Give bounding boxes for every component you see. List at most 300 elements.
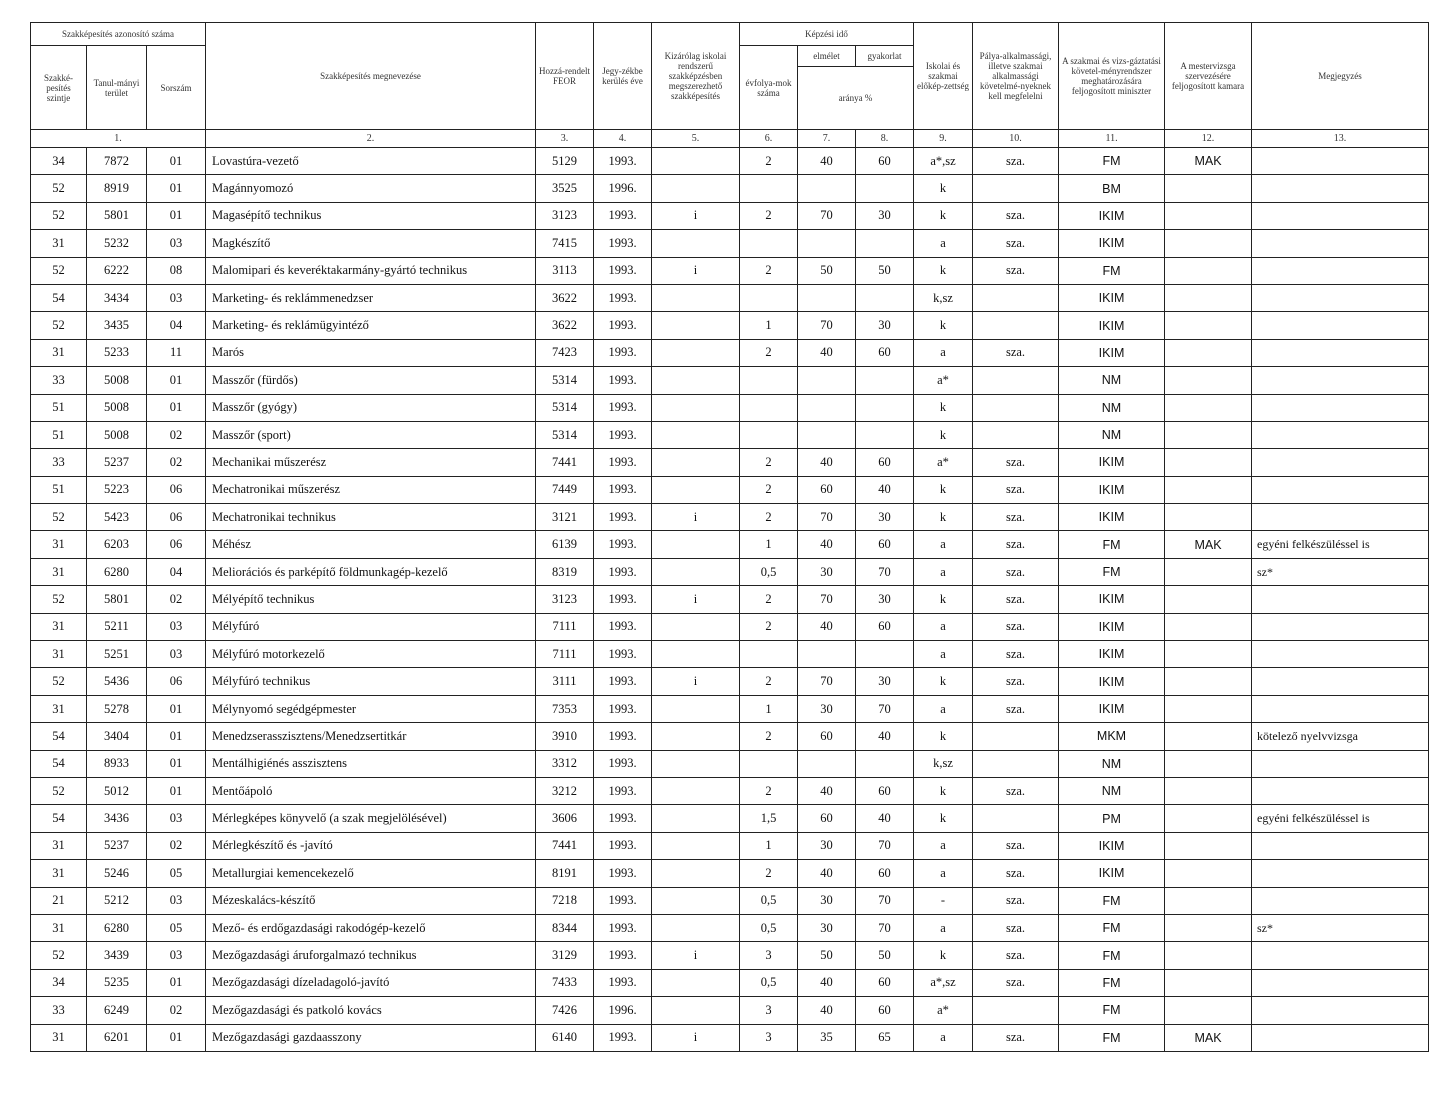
cell-feor: 3129 xyxy=(536,942,594,969)
cell-registry-year: 1993. xyxy=(594,148,652,175)
cell-prerequisite: k xyxy=(914,723,973,750)
cell-registry-year: 1993. xyxy=(594,805,652,832)
cell-study-area: 5008 xyxy=(87,394,147,421)
cell-practice-pct: 30 xyxy=(856,312,914,339)
cell-theory-pct: 50 xyxy=(798,257,856,284)
header-name: Szakképesítés megnevezése xyxy=(206,23,536,130)
cell-prerequisite: k xyxy=(914,476,973,503)
cell-serial: 02 xyxy=(147,449,206,476)
cell-minister: IKIM xyxy=(1059,449,1165,476)
cell-practice-pct xyxy=(856,421,914,448)
cell-minister: NM xyxy=(1059,777,1165,804)
cell-registry-year: 1993. xyxy=(594,367,652,394)
cell-school-only xyxy=(652,339,740,366)
cell-registry-year: 1993. xyxy=(594,668,652,695)
cell-notes xyxy=(1252,695,1429,722)
cell-notes: sz* xyxy=(1252,914,1429,941)
table-row xyxy=(31,887,1429,914)
cell-theory-pct: 70 xyxy=(798,668,856,695)
table-row xyxy=(31,230,1429,257)
cell-theory-pct: 60 xyxy=(798,723,856,750)
cell-study-area: 5233 xyxy=(87,339,147,366)
cell-practice-pct xyxy=(856,641,914,668)
cell-prerequisite: k,sz xyxy=(914,284,973,311)
cell-theory-pct: 40 xyxy=(798,148,856,175)
column-number: 7. xyxy=(798,130,856,148)
cell-minister: FM xyxy=(1059,942,1165,969)
cell-minister: IKIM xyxy=(1059,476,1165,503)
cell-serial: 03 xyxy=(147,942,206,969)
cell-school-only xyxy=(652,777,740,804)
cell-practice-pct: 60 xyxy=(856,339,914,366)
header-level: Szakké-pesítés szintje xyxy=(31,46,87,130)
cell-aptitude xyxy=(973,312,1059,339)
cell-theory-pct xyxy=(798,394,856,421)
cell-notes xyxy=(1252,942,1429,969)
cell-registry-year: 1996. xyxy=(594,175,652,202)
cell-chamber xyxy=(1165,257,1252,284)
cell-feor: 7449 xyxy=(536,476,594,503)
cell-practice-pct: 60 xyxy=(856,449,914,476)
cell-chamber xyxy=(1165,860,1252,887)
cell-study-area: 5232 xyxy=(87,230,147,257)
cell-prerequisite: k xyxy=(914,942,973,969)
cell-registry-year: 1993. xyxy=(594,969,652,996)
cell-practice-pct: 70 xyxy=(856,887,914,914)
cell-practice-pct: 40 xyxy=(856,805,914,832)
cell-years: 1 xyxy=(740,312,798,339)
cell-serial: 01 xyxy=(147,695,206,722)
cell-practice-pct xyxy=(856,284,914,311)
cell-study-area: 5436 xyxy=(87,668,147,695)
cell-notes xyxy=(1252,230,1429,257)
cell-level: 31 xyxy=(31,339,87,366)
cell-school-only xyxy=(652,476,740,503)
cell-serial: 01 xyxy=(147,367,206,394)
cell-registry-year: 1993. xyxy=(594,449,652,476)
table-row xyxy=(31,531,1429,558)
cell-prerequisite: k xyxy=(914,312,973,339)
cell-theory-pct: 40 xyxy=(798,969,856,996)
cell-prerequisite: k xyxy=(914,504,973,531)
cell-practice-pct xyxy=(856,750,914,777)
cell-school-only xyxy=(652,449,740,476)
cell-school-only xyxy=(652,421,740,448)
cell-prerequisite: a*,sz xyxy=(914,148,973,175)
cell-registry-year: 1993. xyxy=(594,531,652,558)
cell-feor: 7433 xyxy=(536,969,594,996)
cell-prerequisite: a xyxy=(914,860,973,887)
cell-feor: 7111 xyxy=(536,613,594,640)
cell-notes xyxy=(1252,668,1429,695)
cell-name: Masszőr (sport) xyxy=(206,421,536,448)
cell-aptitude xyxy=(973,723,1059,750)
table-row xyxy=(31,832,1429,859)
cell-school-only xyxy=(652,312,740,339)
cell-feor: 7415 xyxy=(536,230,594,257)
cell-level: 31 xyxy=(31,832,87,859)
cell-theory-pct: 40 xyxy=(798,339,856,366)
cell-level: 54 xyxy=(31,805,87,832)
cell-study-area: 8933 xyxy=(87,750,147,777)
cell-name: Mélyfúró motorkezelő xyxy=(206,641,536,668)
cell-years: 1 xyxy=(740,695,798,722)
cell-school-only xyxy=(652,695,740,722)
cell-serial: 01 xyxy=(147,1024,206,1051)
cell-registry-year: 1993. xyxy=(594,695,652,722)
cell-years xyxy=(740,284,798,311)
cell-minister: IKIM xyxy=(1059,339,1165,366)
cell-chamber xyxy=(1165,613,1252,640)
table-row xyxy=(31,202,1429,229)
header-registry-year: Jegy-zékbe kerülés éve xyxy=(594,23,652,130)
cell-serial: 04 xyxy=(147,558,206,585)
cell-chamber xyxy=(1165,777,1252,804)
cell-minister: IKIM xyxy=(1059,312,1165,339)
cell-practice-pct: 30 xyxy=(856,202,914,229)
cell-name: Meliorációs és parképítő földmunkagép-kezelő xyxy=(206,558,536,585)
cell-registry-year: 1993. xyxy=(594,394,652,421)
cell-theory-pct: 40 xyxy=(798,449,856,476)
cell-registry-year: 1993. xyxy=(594,230,652,257)
cell-registry-year: 1996. xyxy=(594,997,652,1024)
cell-school-only xyxy=(652,284,740,311)
cell-feor: 5314 xyxy=(536,421,594,448)
cell-chamber xyxy=(1165,832,1252,859)
cell-theory-pct xyxy=(798,750,856,777)
header-identifier-group: Szakképesítés azonosító száma xyxy=(31,23,206,46)
cell-registry-year: 1993. xyxy=(594,777,652,804)
cell-notes: sz* xyxy=(1252,558,1429,585)
cell-registry-year: 1993. xyxy=(594,476,652,503)
cell-notes xyxy=(1252,1024,1429,1051)
cell-theory-pct: 40 xyxy=(798,531,856,558)
cell-feor: 8319 xyxy=(536,558,594,585)
cell-notes xyxy=(1252,312,1429,339)
cell-aptitude: sza. xyxy=(973,969,1059,996)
cell-school-only xyxy=(652,750,740,777)
cell-school-only xyxy=(652,641,740,668)
cell-study-area: 5801 xyxy=(87,586,147,613)
cell-practice-pct: 40 xyxy=(856,723,914,750)
cell-level: 52 xyxy=(31,175,87,202)
cell-aptitude: sza. xyxy=(973,202,1059,229)
cell-practice-pct: 60 xyxy=(856,777,914,804)
cell-practice-pct: 65 xyxy=(856,1024,914,1051)
cell-years: 0,5 xyxy=(740,969,798,996)
cell-theory-pct xyxy=(798,175,856,202)
cell-study-area: 6222 xyxy=(87,257,147,284)
table-row xyxy=(31,695,1429,722)
cell-chamber xyxy=(1165,504,1252,531)
cell-practice-pct: 30 xyxy=(856,504,914,531)
cell-notes xyxy=(1252,613,1429,640)
cell-theory-pct xyxy=(798,641,856,668)
cell-name: Mező- és erdőgazdasági rakodógép-kezelő xyxy=(206,914,536,941)
cell-level: 21 xyxy=(31,887,87,914)
cell-prerequisite: k xyxy=(914,805,973,832)
cell-study-area: 6280 xyxy=(87,914,147,941)
cell-serial: 02 xyxy=(147,997,206,1024)
cell-minister: IKIM xyxy=(1059,202,1165,229)
cell-prerequisite: a*,sz xyxy=(914,969,973,996)
cell-registry-year: 1993. xyxy=(594,832,652,859)
header-years: évfolya-mok száma xyxy=(740,46,798,130)
cell-minister: NM xyxy=(1059,367,1165,394)
cell-years: 2 xyxy=(740,476,798,503)
cell-practice-pct: 60 xyxy=(856,613,914,640)
table-row xyxy=(31,942,1429,969)
cell-name: Magánnyomozó xyxy=(206,175,536,202)
table-row xyxy=(31,750,1429,777)
cell-notes: egyéni felkészüléssel is xyxy=(1252,805,1429,832)
cell-chamber xyxy=(1165,887,1252,914)
cell-chamber xyxy=(1165,750,1252,777)
cell-level: 54 xyxy=(31,750,87,777)
cell-feor: 8191 xyxy=(536,860,594,887)
cell-level: 51 xyxy=(31,421,87,448)
cell-years xyxy=(740,750,798,777)
cell-level: 51 xyxy=(31,394,87,421)
table-header xyxy=(31,23,1429,148)
cell-study-area: 8919 xyxy=(87,175,147,202)
cell-school-only xyxy=(652,914,740,941)
cell-serial: 05 xyxy=(147,914,206,941)
cell-study-area: 5237 xyxy=(87,832,147,859)
cell-notes xyxy=(1252,777,1429,804)
cell-chamber xyxy=(1165,641,1252,668)
cell-prerequisite: a xyxy=(914,914,973,941)
table-row xyxy=(31,421,1429,448)
cell-aptitude: sza. xyxy=(973,476,1059,503)
cell-serial: 01 xyxy=(147,777,206,804)
cell-feor: 7423 xyxy=(536,339,594,366)
cell-name: Mezőgazdasági gazdaasszony xyxy=(206,1024,536,1051)
table-row xyxy=(31,668,1429,695)
cell-aptitude: sza. xyxy=(973,449,1059,476)
cell-name: Malomipari és keveréktakarmány-gyártó technikus xyxy=(206,257,536,284)
cell-registry-year: 1993. xyxy=(594,942,652,969)
cell-school-only xyxy=(652,148,740,175)
cell-name: Mélyfúró technikus xyxy=(206,668,536,695)
table-row xyxy=(31,312,1429,339)
cell-serial: 06 xyxy=(147,531,206,558)
cell-prerequisite: a* xyxy=(914,367,973,394)
cell-level: 31 xyxy=(31,914,87,941)
cell-years: 0,5 xyxy=(740,558,798,585)
cell-notes xyxy=(1252,504,1429,531)
cell-notes xyxy=(1252,421,1429,448)
cell-prerequisite: a xyxy=(914,641,973,668)
cell-years: 2 xyxy=(740,723,798,750)
cell-registry-year: 1993. xyxy=(594,860,652,887)
cell-serial: 11 xyxy=(147,339,206,366)
cell-name: Masszőr (gyógy) xyxy=(206,394,536,421)
table-row xyxy=(31,969,1429,996)
header-chamber: A mestervizsga szervezésére feljogosított kamara xyxy=(1165,23,1252,130)
cell-chamber xyxy=(1165,312,1252,339)
cell-aptitude: sza. xyxy=(973,695,1059,722)
header-minister: A szakmai és vizs-gáztatási követel-ményrendszer meghatározására feljogosított miniszter xyxy=(1059,23,1165,130)
cell-level: 52 xyxy=(31,668,87,695)
cell-minister: IKIM xyxy=(1059,641,1165,668)
cell-aptitude xyxy=(973,750,1059,777)
cell-study-area: 3404 xyxy=(87,723,147,750)
cell-prerequisite: k xyxy=(914,668,973,695)
cell-study-area: 5212 xyxy=(87,887,147,914)
cell-feor: 3121 xyxy=(536,504,594,531)
cell-theory-pct: 40 xyxy=(798,613,856,640)
cell-serial: 03 xyxy=(147,805,206,832)
cell-notes xyxy=(1252,887,1429,914)
cell-study-area: 5801 xyxy=(87,202,147,229)
cell-minister: NM xyxy=(1059,421,1165,448)
cell-name: Marós xyxy=(206,339,536,366)
cell-study-area: 5008 xyxy=(87,421,147,448)
cell-notes xyxy=(1252,832,1429,859)
cell-notes xyxy=(1252,586,1429,613)
cell-registry-year: 1993. xyxy=(594,421,652,448)
cell-name: Lovastúra-vezető xyxy=(206,148,536,175)
cell-school-only xyxy=(652,558,740,585)
cell-notes xyxy=(1252,257,1429,284)
column-number: 2. xyxy=(206,130,536,148)
cell-years: 2 xyxy=(740,586,798,613)
cell-feor: 7441 xyxy=(536,449,594,476)
cell-minister: NM xyxy=(1059,394,1165,421)
cell-years: 0,5 xyxy=(740,887,798,914)
table-row xyxy=(31,476,1429,503)
cell-aptitude: sza. xyxy=(973,914,1059,941)
cell-registry-year: 1993. xyxy=(594,558,652,585)
cell-school-only xyxy=(652,613,740,640)
cell-aptitude xyxy=(973,421,1059,448)
cell-name: Mezőgazdasági és patkoló kovács xyxy=(206,997,536,1024)
header-training-time-group: Képzési idő xyxy=(740,23,914,46)
cell-name: Mentálhigiénés asszisztens xyxy=(206,750,536,777)
cell-years: 2 xyxy=(740,148,798,175)
cell-level: 31 xyxy=(31,558,87,585)
table-row xyxy=(31,613,1429,640)
column-number: 8. xyxy=(856,130,914,148)
cell-years: 3 xyxy=(740,997,798,1024)
cell-chamber: MAK xyxy=(1165,148,1252,175)
cell-feor: 3606 xyxy=(536,805,594,832)
cell-minister: IKIM xyxy=(1059,695,1165,722)
cell-theory-pct: 40 xyxy=(798,997,856,1024)
cell-aptitude xyxy=(973,394,1059,421)
cell-practice-pct: 60 xyxy=(856,997,914,1024)
cell-name: Méhész xyxy=(206,531,536,558)
cell-prerequisite: a* xyxy=(914,449,973,476)
cell-school-only xyxy=(652,887,740,914)
cell-study-area: 3434 xyxy=(87,284,147,311)
cell-prerequisite: k xyxy=(914,586,973,613)
column-number: 5. xyxy=(652,130,740,148)
cell-study-area: 5246 xyxy=(87,860,147,887)
cell-minister: IKIM xyxy=(1059,284,1165,311)
cell-name: Mélynyomó segédgépmester xyxy=(206,695,536,722)
header-practice: gyakorlat xyxy=(856,46,914,67)
cell-level: 34 xyxy=(31,969,87,996)
cell-aptitude: sza. xyxy=(973,531,1059,558)
cell-years: 2 xyxy=(740,339,798,366)
cell-level: 33 xyxy=(31,997,87,1024)
column-number: 12. xyxy=(1165,130,1252,148)
cell-feor: 7426 xyxy=(536,997,594,1024)
cell-practice-pct: 70 xyxy=(856,914,914,941)
cell-years: 3 xyxy=(740,1024,798,1051)
cell-serial: 06 xyxy=(147,668,206,695)
cell-aptitude xyxy=(973,367,1059,394)
cell-level: 52 xyxy=(31,586,87,613)
table-row xyxy=(31,558,1429,585)
cell-years xyxy=(740,421,798,448)
cell-name: Mélyfúró xyxy=(206,613,536,640)
cell-notes xyxy=(1252,202,1429,229)
column-number: 1. xyxy=(31,130,206,148)
cell-aptitude xyxy=(973,284,1059,311)
cell-chamber xyxy=(1165,805,1252,832)
qualification-register-table xyxy=(30,22,1429,1052)
cell-study-area: 3439 xyxy=(87,942,147,969)
cell-study-area: 5223 xyxy=(87,476,147,503)
cell-level: 31 xyxy=(31,695,87,722)
cell-years: 1 xyxy=(740,531,798,558)
cell-practice-pct: 30 xyxy=(856,586,914,613)
cell-years xyxy=(740,367,798,394)
cell-chamber xyxy=(1165,449,1252,476)
cell-school-only xyxy=(652,723,740,750)
cell-notes xyxy=(1252,860,1429,887)
cell-name: Marketing- és reklámmenedzser xyxy=(206,284,536,311)
cell-registry-year: 1993. xyxy=(594,887,652,914)
column-number: 3. xyxy=(536,130,594,148)
cell-feor: 3622 xyxy=(536,284,594,311)
cell-notes: egyéni felkészüléssel is xyxy=(1252,531,1429,558)
column-number: 11. xyxy=(1059,130,1165,148)
cell-feor: 3113 xyxy=(536,257,594,284)
table-row xyxy=(31,723,1429,750)
cell-level: 31 xyxy=(31,641,87,668)
cell-school-only xyxy=(652,969,740,996)
table-row xyxy=(31,777,1429,804)
cell-registry-year: 1993. xyxy=(594,202,652,229)
cell-study-area: 3435 xyxy=(87,312,147,339)
cell-theory-pct xyxy=(798,421,856,448)
cell-chamber xyxy=(1165,284,1252,311)
cell-aptitude xyxy=(973,805,1059,832)
cell-study-area: 6280 xyxy=(87,558,147,585)
cell-school-only: i xyxy=(652,257,740,284)
cell-feor: 3525 xyxy=(536,175,594,202)
cell-name: Mérlegképes könyvelő (a szak megjelölésével) xyxy=(206,805,536,832)
cell-prerequisite: a* xyxy=(914,997,973,1024)
table-body xyxy=(31,148,1429,1052)
cell-name: Magasépítő technikus xyxy=(206,202,536,229)
cell-name: Mechanikai műszerész xyxy=(206,449,536,476)
cell-chamber xyxy=(1165,175,1252,202)
cell-aptitude: sza. xyxy=(973,887,1059,914)
cell-years xyxy=(740,230,798,257)
cell-theory-pct xyxy=(798,230,856,257)
table-row xyxy=(31,641,1429,668)
cell-minister: IKIM xyxy=(1059,668,1165,695)
cell-school-only xyxy=(652,175,740,202)
cell-study-area: 7872 xyxy=(87,148,147,175)
cell-years: 2 xyxy=(740,257,798,284)
cell-feor: 5129 xyxy=(536,148,594,175)
